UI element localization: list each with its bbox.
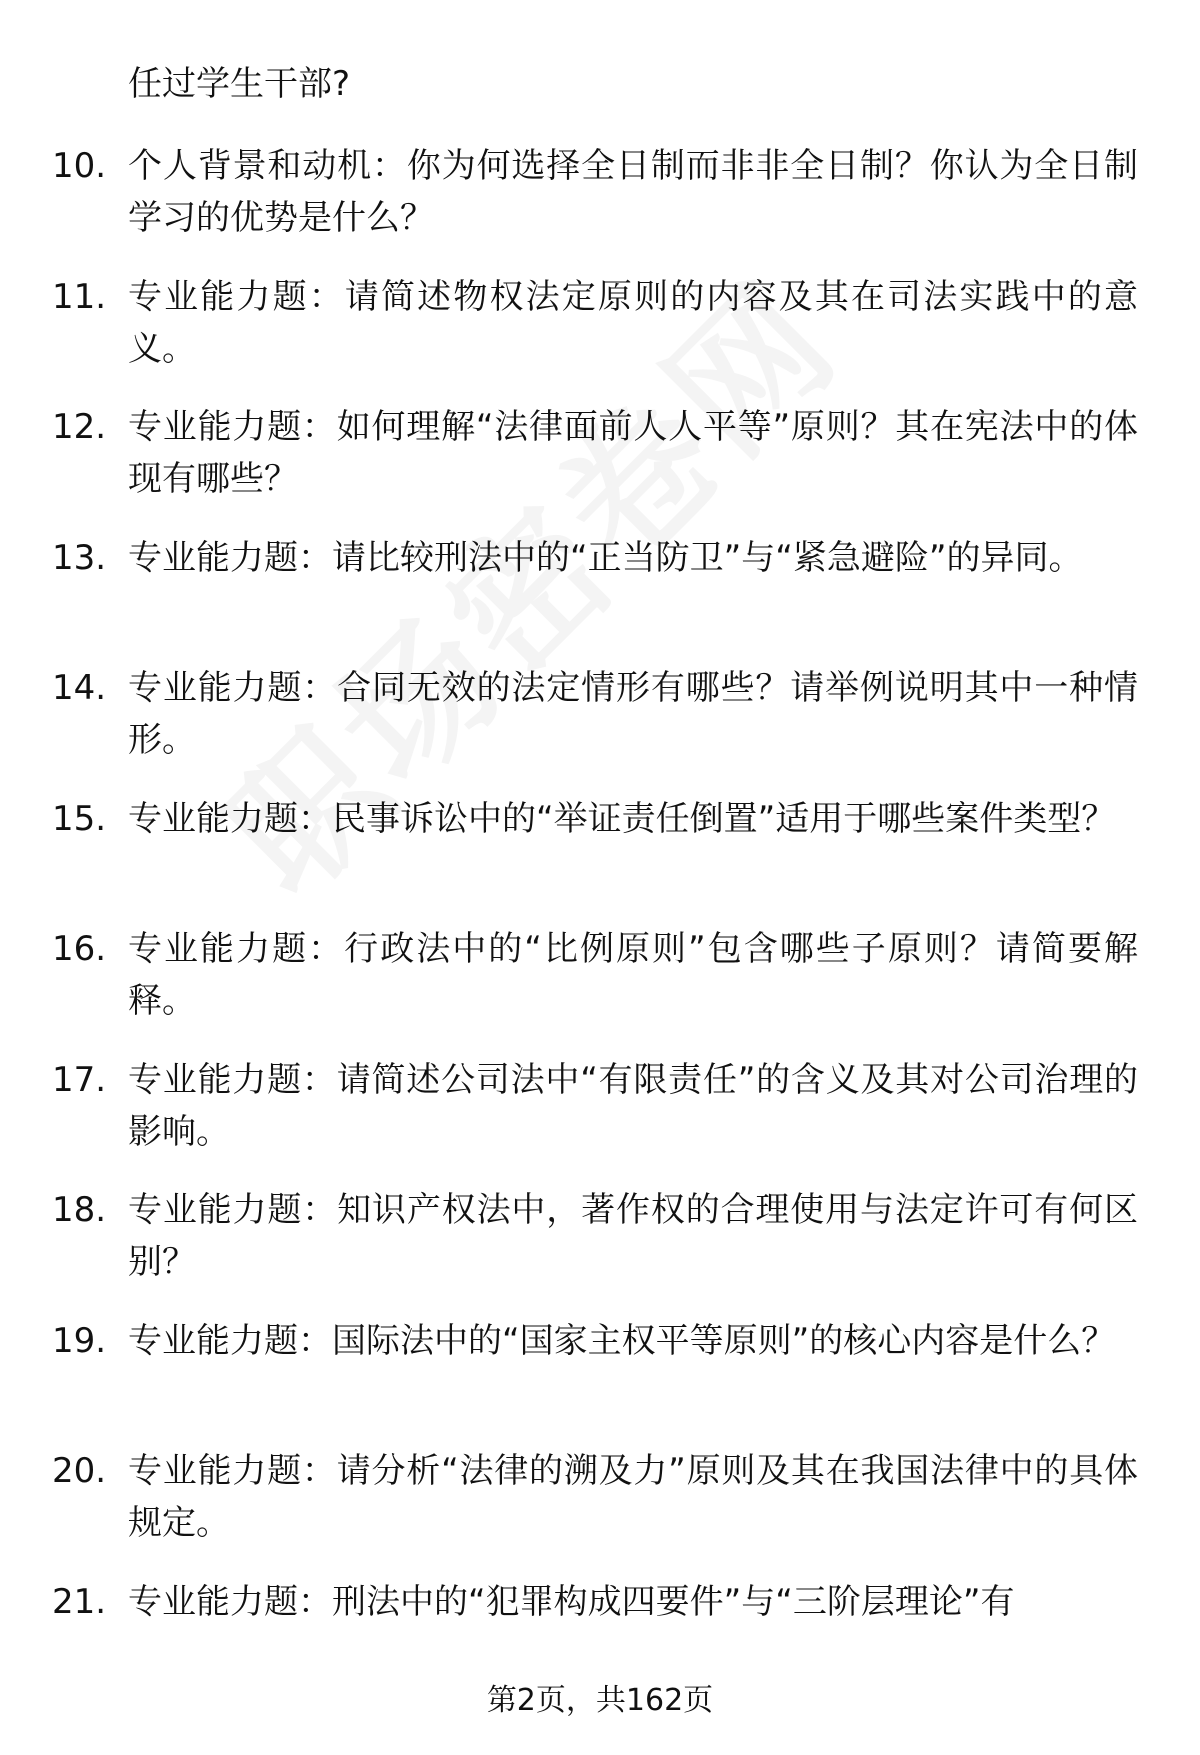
list-item — [0, 140, 1200, 271]
question-text: 专业能力题：知识产权法中，著作权的合理使用与法定许可有何区别？ — [128, 1190, 1138, 1282]
question-text: 专业能力题：请比较刑法中的“正当防卫”与“紧急避险”的异同。 — [128, 537, 1083, 578]
question-number: 18. — [52, 1190, 107, 1230]
question-number: 20. — [52, 1451, 107, 1491]
question-number: 12. — [52, 407, 107, 447]
question-list — [0, 140, 1200, 1706]
question-number: 17. — [52, 1059, 107, 1100]
question-number: 15. — [52, 798, 107, 839]
question-text: 专业能力题：国际法中的“国家主权平等原则”的核心内容是什么？ — [128, 1320, 1116, 1361]
continued-question-text: 任过学生干部? — [128, 64, 351, 104]
question-number: 19. — [52, 1320, 107, 1361]
page-footer: 第2页，共162页 — [486, 1683, 714, 1718]
question-text: 专业能力题：请简述公司法中“有限责任”的含义及其对公司治理的影响。 — [128, 1059, 1138, 1152]
list-item — [0, 1054, 1200, 1185]
list-item — [0, 1184, 1200, 1315]
list-item — [0, 532, 1200, 663]
list-item — [0, 271, 1200, 402]
question-text: 专业能力题：如何理解“法律面前人人平等”原则？其在宪法中的体现有哪些？ — [128, 407, 1138, 499]
question-text: 个人背景和动机：你为何选择全日制而非非全日制？你认为全日制学习的优势是什么？ — [128, 146, 1138, 238]
list-item — [0, 662, 1200, 793]
list-item — [0, 793, 1200, 924]
question-text: 专业能力题：请简述物权法定原则的内容及其在司法实践中的意义。 — [128, 276, 1138, 369]
question-text: 专业能力题：请分析“法律的溯及力”原则及其在我国法律中的具体规定。 — [128, 1451, 1138, 1543]
question-number: 11. — [52, 276, 107, 317]
question-text: 专业能力题：合同无效的法定情形有哪些？请举例说明其中一种情形。 — [128, 668, 1138, 760]
list-item — [0, 401, 1200, 532]
list-item — [0, 923, 1200, 1054]
question-text: 专业能力题：刑法中的“犯罪构成四要件”与“三阶层理论”有 — [128, 1581, 1015, 1622]
question-number: 13. — [52, 537, 107, 578]
question-number: 14. — [52, 668, 107, 708]
question-number: 21. — [52, 1581, 107, 1622]
question-text: 专业能力题：民事诉讼中的“举证责任倒置”适用于哪些案件类型？ — [128, 798, 1116, 839]
list-item — [0, 1445, 1200, 1576]
list-item — [0, 1315, 1200, 1446]
question-number: 10. — [52, 146, 107, 186]
question-number: 16. — [52, 929, 107, 969]
question-text: 专业能力题：行政法中的“比例原则”包含哪些子原则？请简要解释。 — [128, 929, 1138, 1021]
